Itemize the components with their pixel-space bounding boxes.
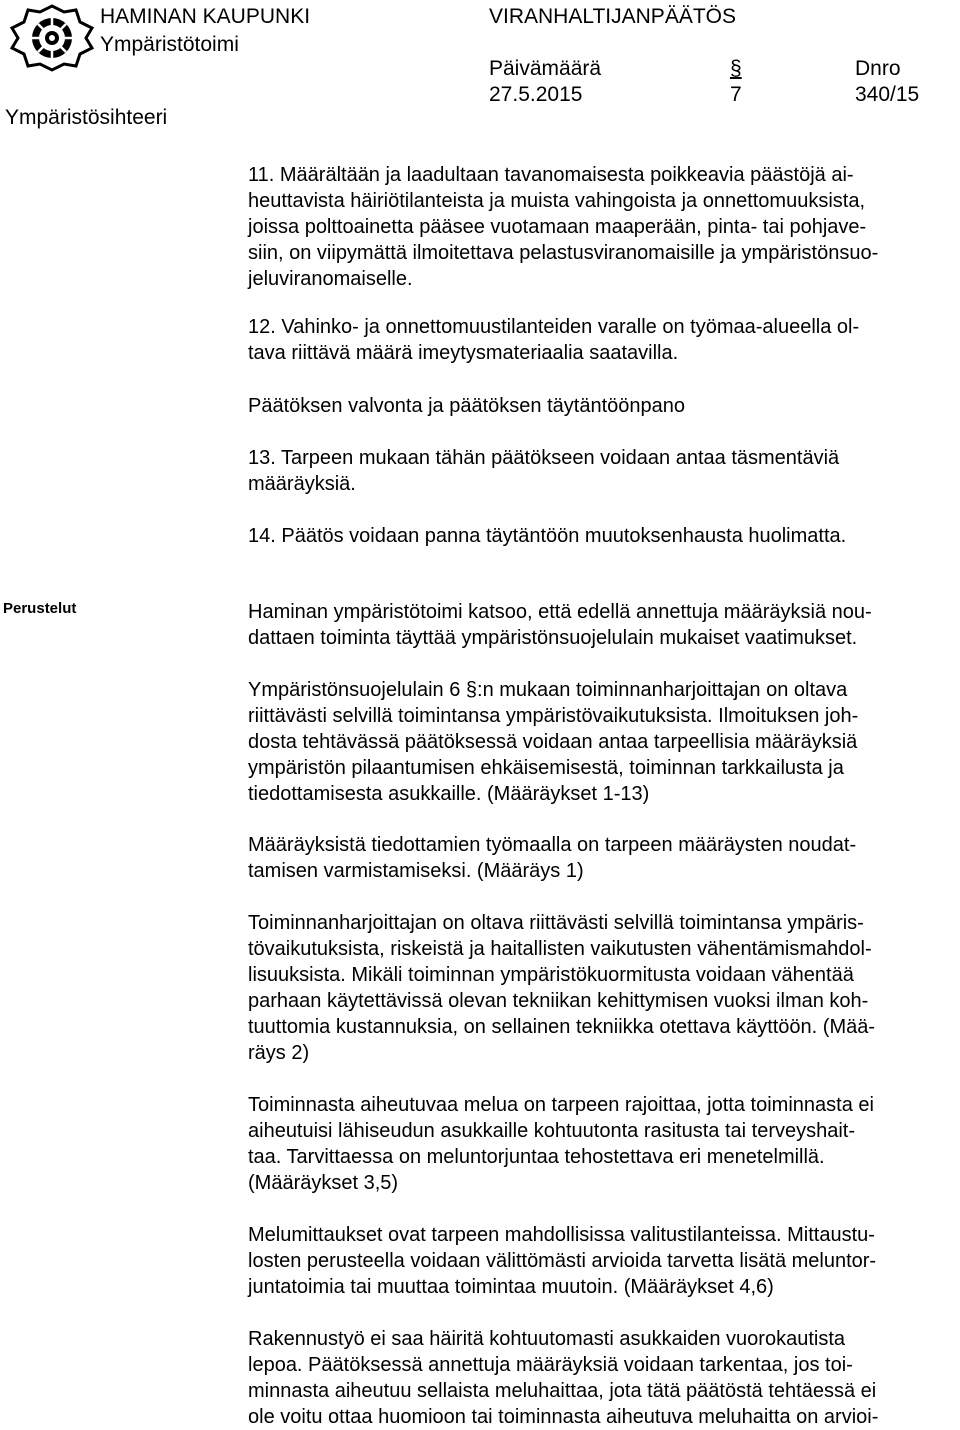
date-value: 27.5.2015 xyxy=(489,83,583,106)
text-line: tamisen varmistamiseksi. (Määräys 1) xyxy=(248,860,584,882)
subheading-valvonta xyxy=(248,393,685,419)
text-line: lisuuksista. Mikäli toiminnan ympäristökuormitusta voidaan vähentää xyxy=(248,964,854,986)
text-line: lepoa. Päätöksessä annettuja määräyksiä voidaan tarkentaa, jos toi- xyxy=(248,1354,853,1376)
text-line: dattaen toiminta täyttää ympäristönsuojelulain mukaiset vaatimukset. xyxy=(248,627,858,649)
text-line: tiedottamisesta asukkaille. (Määräykset 1-13) xyxy=(248,783,650,805)
justification-paragraph-1 xyxy=(248,599,872,651)
dnro-value: 340/15 xyxy=(855,83,920,106)
text-line: taa. Tarvittaessa on meluntorjuntaa tehostettava eri menetelmillä. xyxy=(248,1146,825,1168)
text-line: tövaikutuksista, riskeistä ja haitallisten vaikutusten vähentämismahdol- xyxy=(248,938,872,960)
text-line: määräyksiä. xyxy=(248,473,356,495)
paragraph-sign: § xyxy=(730,57,742,80)
text-line: (Määräykset 3,5) xyxy=(248,1172,399,1194)
page-number: 7 xyxy=(730,83,742,106)
justification-paragraph-5 xyxy=(248,1092,874,1196)
text-line: aiheutuisi lähiseudun asukkaille kohtuutonta rasitusta tai terveyshait- xyxy=(248,1120,856,1142)
section-label-perustelut: Perustelut xyxy=(3,600,77,617)
text-line: losten perusteella voidaan välittömästi arvioida tarvetta lisätä meluntor- xyxy=(248,1250,877,1272)
unit-name: Ympäristötoimi xyxy=(100,33,239,56)
dnro-label: Dnro xyxy=(855,57,901,80)
text-line: tuuttomia kustannuksia, on sellainen tekniikka otettava käyttöön. (Mää- xyxy=(248,1016,876,1038)
text-line: heuttavista häiriötilanteista ja muista vahingoista ja onnettomuuksista, xyxy=(248,190,866,212)
text-line: Melumittaukset ovat tarpeen mahdollisissa valitustilanteissa. Mittaustu- xyxy=(248,1224,875,1246)
text-line: räys 2) xyxy=(248,1042,310,1064)
document-type: VIRANHALTIJANPÄÄTÖS xyxy=(489,5,736,28)
justification-paragraph-3 xyxy=(248,832,856,884)
decision-maker: Ympäristösihteeri xyxy=(5,106,168,129)
text-line: 14. Päätös voidaan panna täytäntöön muutoksenhausta huolimatta. xyxy=(248,525,847,547)
text-line: Toiminnanharjoittajan on oltava riittävästi selvillä toimintansa ympäris- xyxy=(248,912,864,934)
text-line: tava riittävä määrä imeytysmateriaalia saatavilla. xyxy=(248,342,679,364)
text-line: Ympäristönsuojelulain 6 §:n mukaan toiminnanharjoittajan on oltava xyxy=(248,679,848,701)
regulation-12 xyxy=(248,314,859,366)
text-line: dosta tehtävässä päätöksessä voidaan antaa tarpeellisia määräyksiä xyxy=(248,731,858,753)
text-line: juntatoimia tai muuttaa toimintaa muutoin. (Määräykset 4,6) xyxy=(248,1276,774,1298)
org-name: HAMINAN KAUPUNKI xyxy=(100,5,311,28)
text-line: 12. Vahinko- ja onnettomuustilanteiden varalle on työmaa-alueella ol- xyxy=(248,316,860,338)
justification-paragraph-4 xyxy=(248,910,875,1066)
text-line: ympäristön pilaantumisen ehkäisemisestä, toiminnan tarkkailusta ja xyxy=(248,757,844,779)
text-line: siin, on viipymättä ilmoitettava pelastusviranomaisille ja ympäristönsuo- xyxy=(248,242,879,264)
text-line: minnasta aiheutuu sellaista meluhaittaa, jota tätä päätöstä tehtäessä ei xyxy=(248,1380,877,1402)
regulation-13 xyxy=(248,445,839,497)
date-label: Päivämäärä xyxy=(489,57,602,80)
justification-paragraph-7 xyxy=(248,1326,878,1430)
text-line: riittävästi selvillä toimintansa ympäristövaikutuksista. Ilmoituksen joh- xyxy=(248,705,859,727)
text-line: 13. Tarpeen mukaan tähän päätökseen voidaan antaa täsmentäviä xyxy=(248,447,840,469)
text-line: 11. Määrältään ja laadultaan tavanomaisesta poikkeavia päästöjä ai- xyxy=(248,164,854,186)
text-line: joissa polttoainetta pääsee vuotamaan maaperään, pinta- tai pohjave- xyxy=(248,216,867,238)
regulation-11 xyxy=(248,162,878,292)
justification-paragraph-6 xyxy=(248,1222,876,1300)
text-line: Rakennustyö ei saa häiritä kohtuutomasti asukkaiden vuorokautista xyxy=(248,1328,846,1350)
text-line: Toiminnasta aiheutuvaa melua on tarpeen rajoittaa, jotta toiminnasta ei xyxy=(248,1094,874,1116)
text-line: Haminan ympäristötoimi katsoo, että edellä annettuja määräyksiä nou- xyxy=(248,601,872,623)
text-line: ole voitu ottaa huomioon tai toiminnasta aiheutuva meluhaitta on arvioi- xyxy=(248,1406,879,1428)
regulation-14 xyxy=(248,523,846,549)
text-line: Määräyksistä tiedottamien työmaalla on tarpeen määräysten noudat- xyxy=(248,834,857,856)
text-line: jeluviranomaiselle. xyxy=(248,268,413,290)
subheading-text: Päätöksen valvonta ja päätöksen täytäntöönpano xyxy=(248,395,685,417)
haminan-kaupunki-logo-icon xyxy=(6,2,98,74)
text-line: parhaan käytettävissä olevan tekniikan kehittymisen vuoksi ilman koh- xyxy=(248,990,869,1012)
justification-paragraph-2 xyxy=(248,677,858,807)
